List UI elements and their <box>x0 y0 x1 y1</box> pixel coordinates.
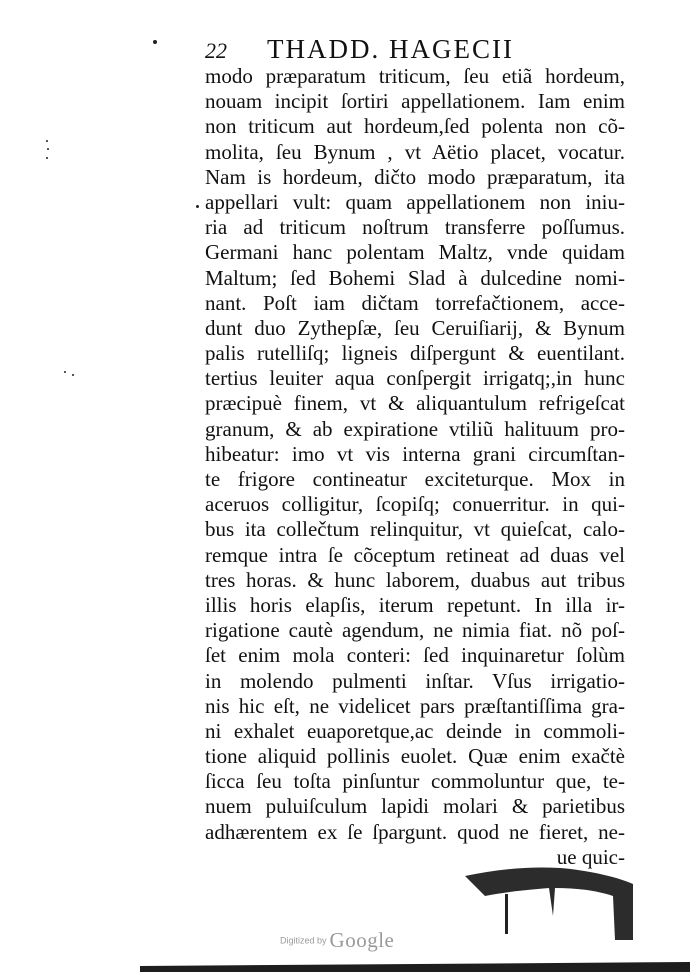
scan-speck <box>46 157 48 159</box>
scan-speck <box>72 374 74 376</box>
text-line: nis hic eſt, ne videlicet pars præſtantiſſima gra- <box>205 693 625 718</box>
scan-speck <box>47 148 49 150</box>
scan-speck <box>153 40 157 44</box>
text-line: nant. Poſt iam dičtam torrefačtionem, acce- <box>205 290 625 315</box>
scan-speck <box>64 371 66 373</box>
text-line: palis rutelliſq; ligneis diſpergunt & euentilant. <box>205 341 625 366</box>
text-line: Germani hanc polentam Maltz, vnde quidam <box>205 240 625 265</box>
text-line: molita, ſeu Bynum , vt Aëtio placet, vocatur. <box>205 139 625 164</box>
scan-smudge <box>465 866 635 940</box>
digitization-watermark <box>280 928 394 954</box>
page-number: 22 <box>205 38 227 63</box>
text-line: in molendo pulmenti inſtar. Vſus irrigatio- <box>205 668 625 693</box>
text-line: modo præparatum triticum, ſeu etiã hordeum, <box>205 64 625 88</box>
text-line: non triticum aut hordeum,ſed polenta non cõ- <box>205 114 625 139</box>
scan-speck <box>196 205 199 208</box>
scan-speck <box>46 140 48 142</box>
text-line: bus ita collečtum relinquitur, vt quieſcat, calo- <box>205 517 625 542</box>
text-line: dunt duo Zythepſæ, ſeu Ceruiſiarij, & Bynum <box>205 315 625 340</box>
catchword: ue quic- <box>556 844 625 869</box>
body-text <box>205 64 625 870</box>
text-line: te frigore contineatur exciteturque. Mox in <box>205 467 625 491</box>
watermark-prefix: Digitized by <box>280 935 327 946</box>
text-line: aceruos colligitur, ſcopiſq; conuerritur. in qui- <box>205 492 625 517</box>
google-logo: Google <box>329 928 395 952</box>
text-line: ſicca ſeu toſta pinſuntur commoluntur que, te- <box>205 769 625 794</box>
text-line: præcipuè finem, vt & aliquantulum refrigeſcat <box>205 391 625 416</box>
text-line: granum, & ab expiratione vtiliũ halituum pro- <box>205 416 625 441</box>
text-line: illis horis elapſis, iterum repetunt. In illa ir- <box>205 592 625 617</box>
text-line: hibeatur: imo vt vis interna grani circumſtan- <box>205 441 625 466</box>
text-line: ria ad triticum noſtrum transferre poſſumus. <box>205 215 625 240</box>
text-line: tres horas. & hunc laborem, duabus aut tribus <box>205 567 625 592</box>
page-bottom-edge <box>140 960 690 972</box>
text-line: rigatione cautè agendum, ne nimia fiat. nõ poſ- <box>205 618 625 643</box>
text-line: remque intra ſe cõceptum retineat ad duas vel <box>205 542 625 567</box>
text-line: nuem puluiſculum lapidi molari & parietibus <box>205 794 625 819</box>
text-line: ſet enim mola conteri: ſed inquinaretur ſolùm <box>205 643 625 668</box>
header-title: THADD. HAGECII <box>267 34 514 64</box>
text-line: tertius leuiter aqua conſpergit irrigatq;,in hunc <box>205 366 625 391</box>
text-line: adhærentem ex ſe ſpargunt. quod ne fieret, ne- <box>205 819 625 844</box>
text-line: tione aliquid pollinis euolet. Quæ enim exačtè <box>205 744 625 769</box>
text-line: Maltum; ſed Bohemi Slad à dulcedine nomi- <box>205 265 625 290</box>
text-line: Nam is hordeum, dičto modo præparatum, ita <box>205 164 625 189</box>
text-line: nouam incipit ſortiri appellationem. Iam enim <box>205 89 625 114</box>
text-line: appellari vult: quam appellationem non iniu- <box>205 189 625 214</box>
text-line: ni exhalet euaporetque,ac deinde in commoli- <box>205 718 625 743</box>
